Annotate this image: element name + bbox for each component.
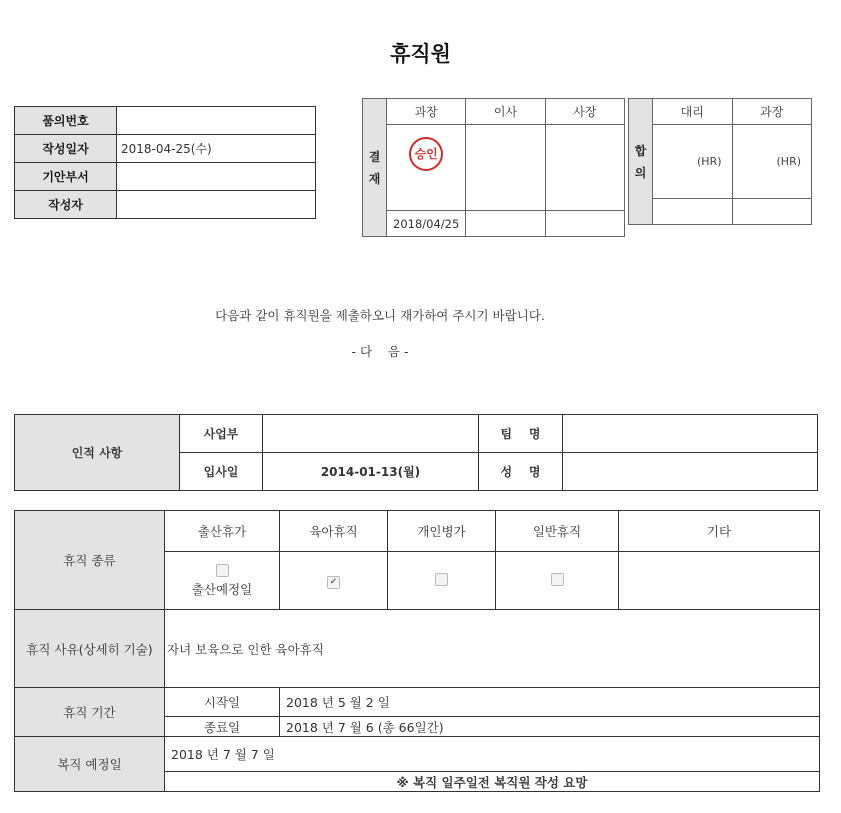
leave-type-maternity: 출산휴가: [165, 511, 280, 552]
parental-checkbox[interactable]: ✔: [327, 576, 340, 589]
parental-cell: [280, 552, 388, 610]
approval-number-value[interactable]: [117, 107, 316, 135]
notice-sub: - 다 음 -: [351, 344, 409, 359]
page-title: 휴직원: [390, 42, 451, 66]
author-value[interactable]: [117, 191, 316, 219]
agreement-col-assistant: 대리: [653, 99, 733, 125]
sick-checkbox[interactable]: [435, 573, 448, 586]
return-note: ※ 복직 일주일전 복직원 작성 요망: [165, 772, 820, 792]
end-date-label: 종료일: [165, 717, 280, 737]
leave-type-sick: 개인병가: [388, 511, 496, 552]
return-date-value[interactable]: 2018 년 7 월 7 일: [165, 737, 820, 772]
author-label: 작성자: [15, 191, 117, 219]
hire-date-value[interactable]: 2014-01-13(월): [263, 453, 479, 491]
approval-sign-president[interactable]: [545, 125, 624, 211]
general-cell: [496, 552, 619, 610]
written-date-label: 작성일자: [15, 135, 117, 163]
division-value[interactable]: [263, 415, 479, 453]
approval-date-manager: 2018/04/25: [387, 211, 466, 237]
info-row-written-date: [15, 135, 316, 163]
approval-box: [362, 98, 625, 237]
team-label: 팀 명: [479, 415, 563, 453]
agreement-box: [628, 98, 812, 225]
agreement-side-label: [629, 99, 653, 225]
leave-reason-value[interactable]: 자녀 보육으로 인한 육아휴직: [165, 610, 820, 688]
info-row-approval-number: [15, 107, 316, 135]
written-date-value[interactable]: 2018-04-25(수): [117, 135, 316, 163]
leave-type-general: 일반휴직: [496, 511, 619, 552]
leave-table: [14, 510, 820, 792]
agreement-note-manager: (HR): [776, 155, 801, 168]
agreement-col-manager: 과장: [732, 99, 812, 125]
sick-cell: [388, 552, 496, 610]
agreement-sign-assistant[interactable]: [653, 125, 733, 199]
maternity-cell: [165, 552, 280, 610]
department-value[interactable]: [117, 163, 316, 191]
start-date-label: 시작일: [165, 688, 280, 717]
other-cell[interactable]: [619, 552, 820, 610]
info-row-department: [15, 163, 316, 191]
start-date-value[interactable]: 2018 년 5 월 2 일: [280, 688, 820, 717]
personnel-section-label: 인적 사항: [15, 415, 180, 491]
maternity-checkbox[interactable]: [216, 564, 229, 577]
approval-date-president: [545, 211, 624, 237]
leave-period-label: 휴직 기간: [15, 688, 165, 737]
document-info-table: [14, 106, 316, 219]
personnel-table: [14, 414, 818, 491]
department-label: 기안부서: [15, 163, 117, 191]
division-label: 사업부: [180, 415, 263, 453]
info-row-author: [15, 191, 316, 219]
leave-type-label: 휴직 종류: [15, 511, 165, 610]
due-date-label: 출산예정일: [191, 581, 253, 597]
agreement-date-assistant: [653, 199, 733, 225]
end-date-value[interactable]: 2018 년 7 월 6 (총 66일간): [280, 717, 820, 737]
approval-date-director: [466, 211, 545, 237]
hire-date-label: 입사일: [180, 453, 263, 491]
agreement-date-manager: [732, 199, 812, 225]
approval-col-manager: 과장: [387, 99, 466, 125]
leave-type-parental: 육아휴직: [280, 511, 388, 552]
agreement-side-text-2: 의: [634, 165, 647, 180]
approval-side-text-1: 결: [368, 149, 381, 164]
approval-sign-director[interactable]: [466, 125, 545, 211]
leave-reason-label: 휴직 사유(상세히 기술): [15, 610, 165, 688]
approval-side-label: [363, 99, 387, 237]
return-date-label: 복직 예정일: [15, 737, 165, 792]
approval-sign-manager[interactable]: [387, 125, 466, 211]
leave-type-other: 기타: [619, 511, 820, 552]
name-value[interactable]: [563, 453, 818, 491]
agreement-note-assistant: (HR): [697, 155, 722, 168]
approval-side-text-2: 재: [368, 171, 381, 186]
approval-number-label: 품의번호: [15, 107, 117, 135]
notice-text: 다음과 같이 휴직원을 제출하오니 재가하여 주시기 바랍니다.: [215, 308, 545, 323]
approved-stamp-icon: 승인: [409, 137, 443, 171]
general-checkbox[interactable]: [551, 573, 564, 586]
agreement-sign-manager[interactable]: [732, 125, 812, 199]
agreement-side-text-1: 합: [634, 143, 647, 158]
approval-col-director: 이사: [466, 99, 545, 125]
team-value[interactable]: [563, 415, 818, 453]
approval-col-president: 사장: [545, 99, 624, 125]
name-label: 성 명: [479, 453, 563, 491]
